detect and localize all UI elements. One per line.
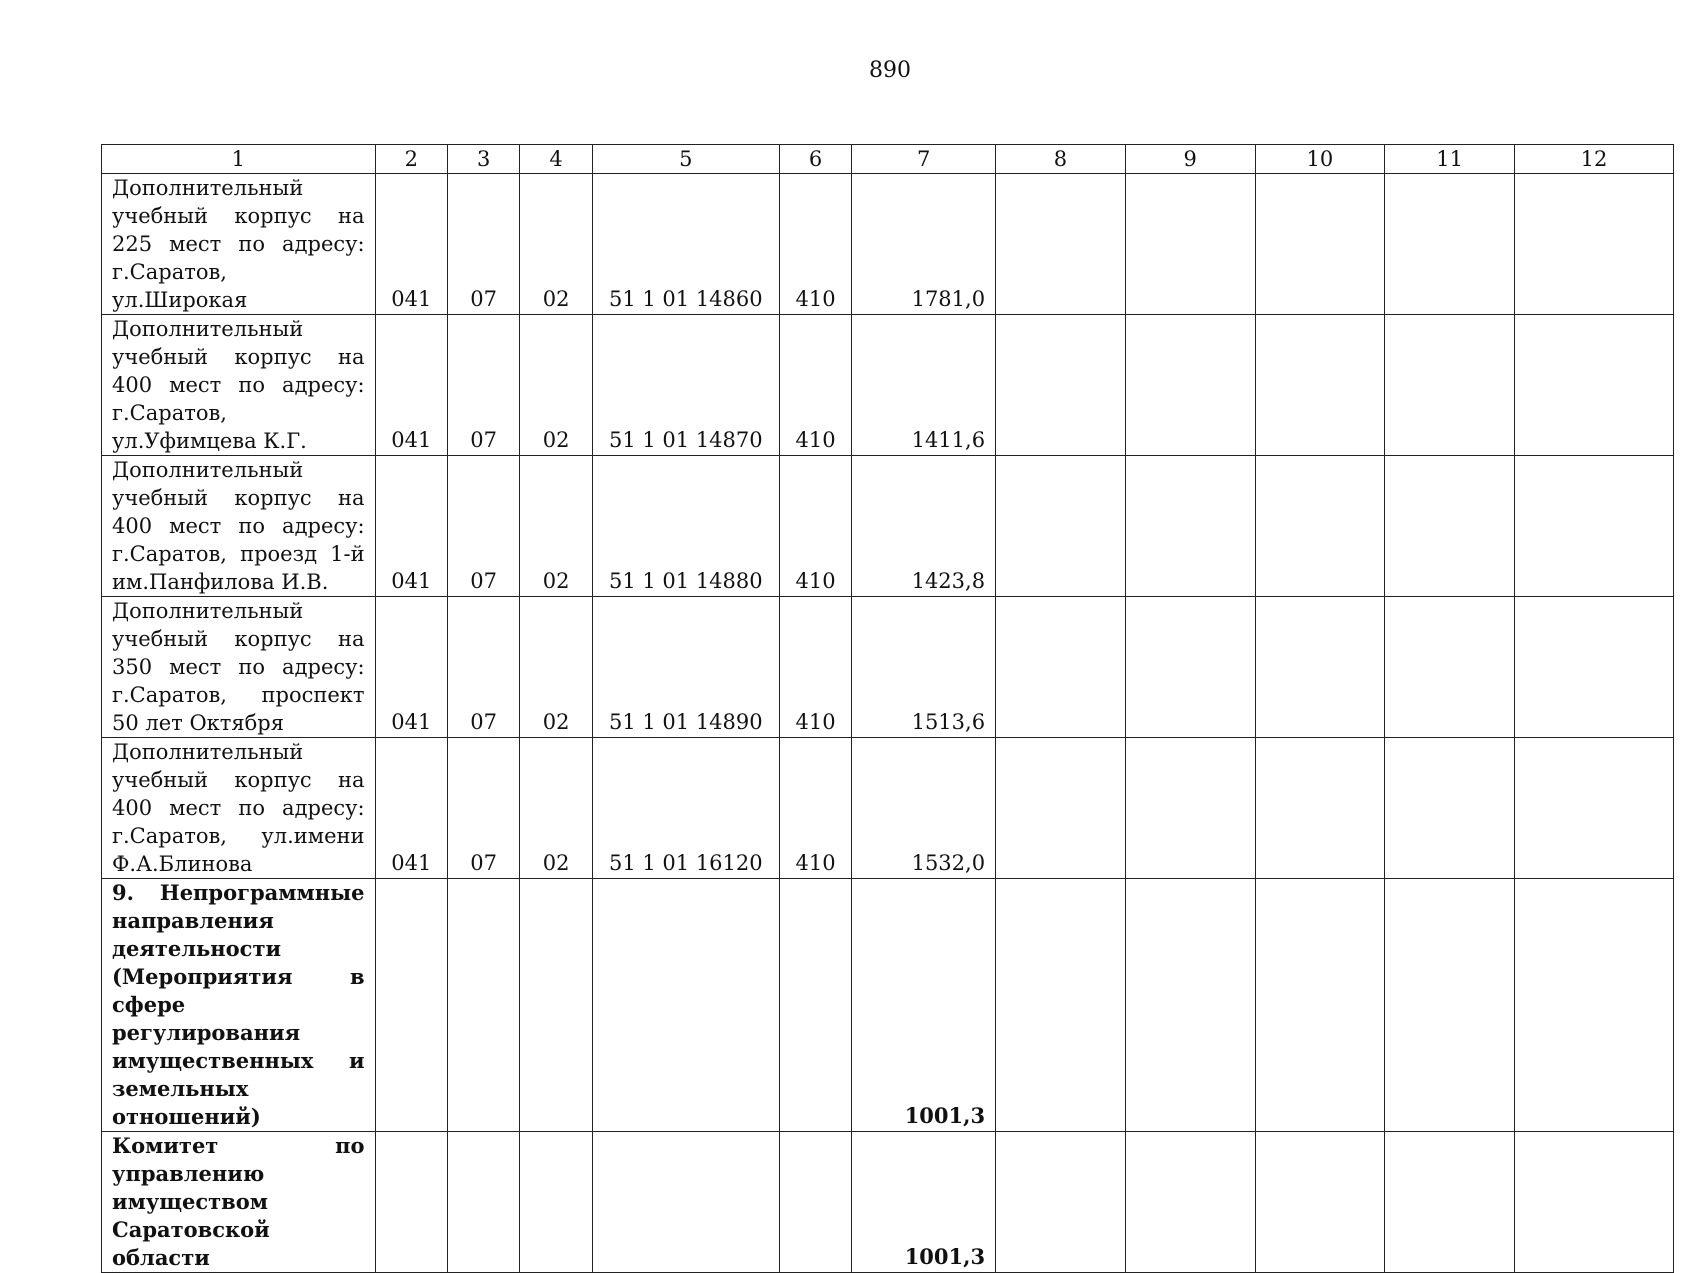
row-cell-9 bbox=[1125, 738, 1255, 879]
row-cell-9 bbox=[1125, 879, 1255, 1132]
row-cell-10 bbox=[1255, 597, 1385, 738]
header-cell-12: 12 bbox=[1515, 145, 1674, 174]
budget-table bbox=[101, 144, 1674, 1273]
header-cell-9: 9 bbox=[1125, 145, 1255, 174]
header-cell-2: 2 bbox=[375, 145, 447, 174]
table-row bbox=[102, 738, 1674, 879]
row-cell-6: 410 bbox=[779, 597, 851, 738]
row-cell-11 bbox=[1385, 174, 1515, 315]
row-cell-8 bbox=[996, 456, 1126, 597]
row-amount-cell: 1411,6 bbox=[852, 315, 996, 456]
row-cell-6: 410 bbox=[779, 315, 851, 456]
row-cell-11 bbox=[1385, 879, 1515, 1132]
row-cell-9 bbox=[1125, 315, 1255, 456]
row-cell-6 bbox=[779, 1132, 851, 1273]
row-amount-cell: 1423,8 bbox=[852, 456, 996, 597]
row-cell-5: 51 1 01 14860 bbox=[592, 174, 779, 315]
row-cell-3: 07 bbox=[447, 174, 519, 315]
header-row bbox=[102, 145, 1674, 174]
row-cell-8 bbox=[996, 1132, 1126, 1273]
row-amount-cell: 1001,3 bbox=[852, 879, 996, 1132]
row-cell-8 bbox=[996, 738, 1126, 879]
table-row bbox=[102, 1132, 1674, 1273]
row-cell-11 bbox=[1385, 456, 1515, 597]
row-cell-3: 07 bbox=[447, 456, 519, 597]
row-cell-6 bbox=[779, 879, 851, 1132]
row-amount-cell: 1001,3 bbox=[852, 1132, 996, 1273]
row-cell-3 bbox=[447, 1132, 519, 1273]
row-cell-12 bbox=[1515, 738, 1674, 879]
header-cell-8: 8 bbox=[996, 145, 1126, 174]
section-name-cell: Комитет по управлению имуществом Саратовской области bbox=[102, 1132, 376, 1273]
header-cell-5: 5 bbox=[592, 145, 779, 174]
row-cell-9 bbox=[1125, 1132, 1255, 1273]
row-amount-cell: 1781,0 bbox=[852, 174, 996, 315]
row-name-cell: Дополнительный учебный корпус на 225 мест по адресу: г.Саратов, ул.Широкая bbox=[102, 174, 376, 315]
row-cell-2 bbox=[375, 1132, 447, 1273]
row-cell-10 bbox=[1255, 738, 1385, 879]
table-row bbox=[102, 597, 1674, 738]
row-cell-8 bbox=[996, 597, 1126, 738]
row-cell-4: 02 bbox=[520, 315, 592, 456]
table-row bbox=[102, 456, 1674, 597]
row-cell-11 bbox=[1385, 1132, 1515, 1273]
table-row bbox=[102, 315, 1674, 456]
row-cell-3: 07 bbox=[447, 597, 519, 738]
row-cell-11 bbox=[1385, 738, 1515, 879]
row-cell-4 bbox=[520, 1132, 592, 1273]
row-cell-5: 51 1 01 14880 bbox=[592, 456, 779, 597]
row-cell-5: 51 1 01 14890 bbox=[592, 597, 779, 738]
row-cell-4: 02 bbox=[520, 456, 592, 597]
row-cell-9 bbox=[1125, 456, 1255, 597]
row-cell-8 bbox=[996, 315, 1126, 456]
row-cell-11 bbox=[1385, 315, 1515, 456]
row-cell-2 bbox=[375, 879, 447, 1132]
row-cell-4: 02 bbox=[520, 738, 592, 879]
row-cell-6: 410 bbox=[779, 174, 851, 315]
row-cell-5 bbox=[592, 1132, 779, 1273]
row-name-cell: Дополнительный учебный корпус на 400 мест по адресу: г.Саратов, ул.имени Ф.А.Блинова bbox=[102, 738, 376, 879]
row-cell-6: 410 bbox=[779, 738, 851, 879]
row-name-cell: Дополнительный учебный корпус на 350 мест по адресу: г.Саратов, проспект 50 лет Октября bbox=[102, 597, 376, 738]
row-cell-12 bbox=[1515, 315, 1674, 456]
row-cell-10 bbox=[1255, 1132, 1385, 1273]
table-row bbox=[102, 174, 1674, 315]
row-amount-cell: 1513,6 bbox=[852, 597, 996, 738]
row-cell-3: 07 bbox=[447, 738, 519, 879]
row-cell-9 bbox=[1125, 174, 1255, 315]
row-cell-12 bbox=[1515, 174, 1674, 315]
row-cell-8 bbox=[996, 174, 1126, 315]
row-cell-12 bbox=[1515, 879, 1674, 1132]
row-cell-3 bbox=[447, 879, 519, 1132]
header-cell-4: 4 bbox=[520, 145, 592, 174]
row-cell-8 bbox=[996, 879, 1126, 1132]
row-cell-6: 410 bbox=[779, 456, 851, 597]
row-cell-10 bbox=[1255, 315, 1385, 456]
header-cell-10: 10 bbox=[1255, 145, 1385, 174]
row-cell-10 bbox=[1255, 456, 1385, 597]
row-cell-5: 51 1 01 14870 bbox=[592, 315, 779, 456]
header-cell-6: 6 bbox=[779, 145, 851, 174]
section-name-cell: 9. Непрограммные направления деятельности (Мероприятия в сфере регулирования имущественных и земельных отношений) bbox=[102, 879, 376, 1132]
row-cell-10 bbox=[1255, 174, 1385, 315]
row-cell-2: 041 bbox=[375, 174, 447, 315]
row-name-cell: Дополнительный учебный корпус на 400 мест по адресу: г.Саратов, ул.Уфимцева К.Г. bbox=[102, 315, 376, 456]
header-cell-7: 7 bbox=[852, 145, 996, 174]
page-number: 890 bbox=[869, 58, 911, 83]
row-cell-12 bbox=[1515, 1132, 1674, 1273]
row-cell-3: 07 bbox=[447, 315, 519, 456]
row-cell-12 bbox=[1515, 597, 1674, 738]
row-cell-2: 041 bbox=[375, 315, 447, 456]
row-cell-2: 041 bbox=[375, 597, 447, 738]
row-cell-2: 041 bbox=[375, 456, 447, 597]
row-cell-4: 02 bbox=[520, 597, 592, 738]
row-cell-4: 02 bbox=[520, 174, 592, 315]
header-cell-11: 11 bbox=[1385, 145, 1515, 174]
row-name-cell: Дополнительный учебный корпус на 400 мест по адресу: г.Саратов, проезд 1-й им.Панфилова И.В. bbox=[102, 456, 376, 597]
table-row bbox=[102, 879, 1674, 1132]
row-cell-10 bbox=[1255, 879, 1385, 1132]
row-cell-2: 041 bbox=[375, 738, 447, 879]
row-cell-5: 51 1 01 16120 bbox=[592, 738, 779, 879]
row-cell-12 bbox=[1515, 456, 1674, 597]
row-cell-5 bbox=[592, 879, 779, 1132]
row-cell-11 bbox=[1385, 597, 1515, 738]
row-amount-cell: 1532,0 bbox=[852, 738, 996, 879]
row-cell-4 bbox=[520, 879, 592, 1132]
header-cell-1: 1 bbox=[102, 145, 376, 174]
row-cell-9 bbox=[1125, 597, 1255, 738]
header-cell-3: 3 bbox=[447, 145, 519, 174]
